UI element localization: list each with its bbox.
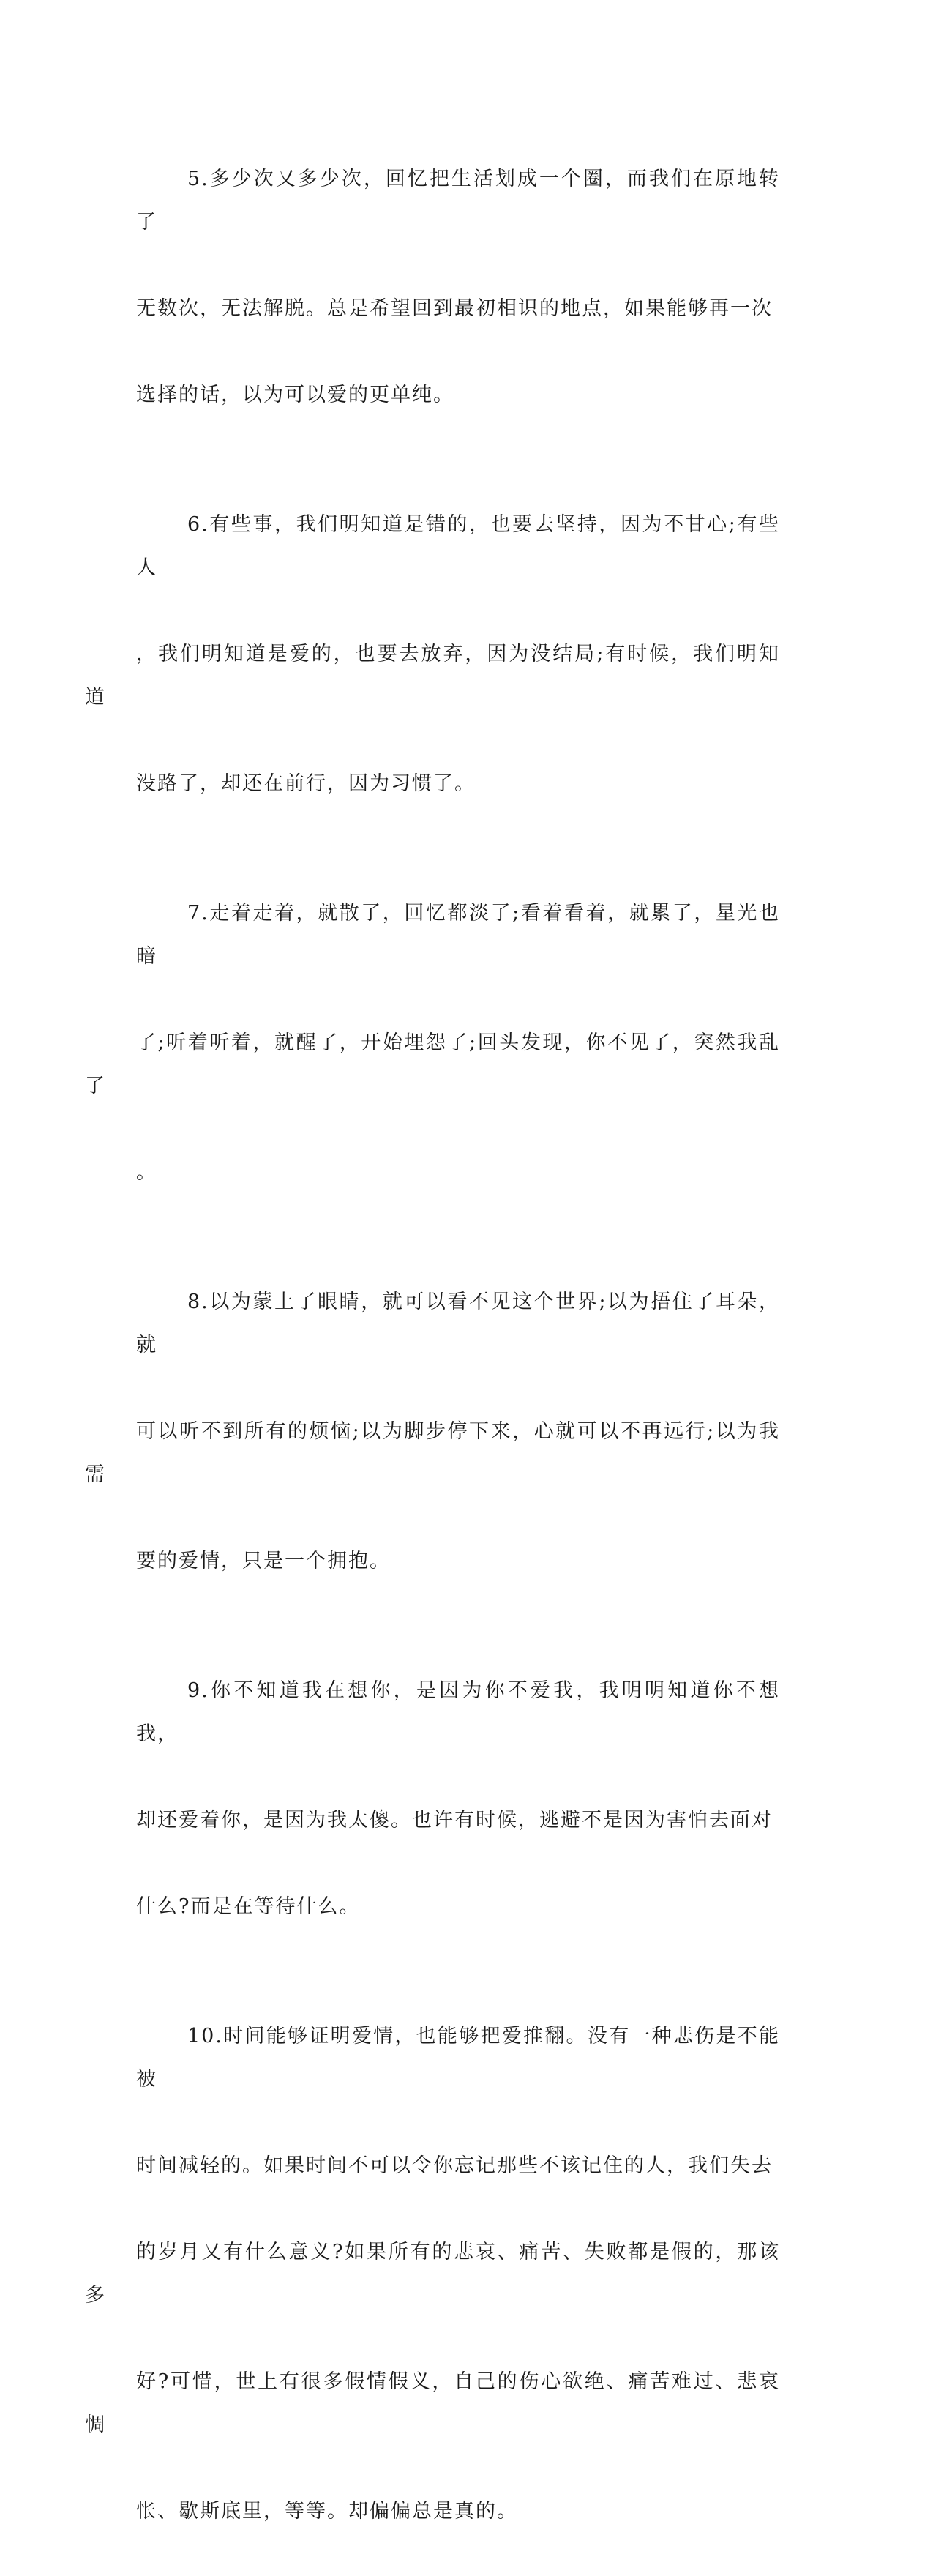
paragraph-line: 选择的话，以为可以爱的更单纯。 (136, 384, 454, 406)
paragraph-7 (85, 848, 780, 1237)
paragraph-line: 什么?而是在等待什么。 (136, 1895, 361, 1918)
paragraph-line: 没路了，却还在前行，因为习惯了。 (136, 772, 476, 795)
paragraph-line: 9.你不知道我在想你，是因为你不爱我，我明明知道你不想我， (136, 1679, 780, 1745)
paragraph-line: 。 (136, 1161, 157, 1184)
paragraph-line: 却还爱着你，是因为我太傻。也许有时候，逃避不是因为害怕去面对 (136, 1809, 773, 1832)
paragraph-line: 5.多少次又多少次，回忆把生活划成一个圈，而我们在原地转了 (136, 168, 780, 234)
paragraph-line: 可以听不到所有的烦恼;以为脚步停下来，心就可以不再远行;以为我需 (85, 1420, 780, 1486)
paragraph-line: 怅、歇斯底里，等等。却偏偏总是真的。 (136, 2500, 518, 2523)
paragraph-line: 好?可惜，世上有很多假情假义，自己的伤心欲绝、痛苦难过、悲哀惆 (85, 2370, 780, 2436)
paragraph-9 (136, 1626, 780, 1971)
paragraph-line: 了;听着听着，就醒了，开始埋怨了;回头发现，你不见了，突然我乱了 (85, 1031, 780, 1097)
paragraph-line: 8.以为蒙上了眼睛，就可以看不见这个世界;以为捂住了耳朵，就 (136, 1291, 780, 1356)
paragraph-10 (85, 1971, 780, 2576)
paragraph-6 (85, 460, 780, 848)
paragraph-line: 无数次，无法解脱。总是希望回到最初相识的地点，如果能够再一次 (136, 297, 773, 320)
paragraph-line: 10.时间能够证明爱情，也能够把爱推翻。没有一种悲伤是不能被 (136, 2025, 780, 2091)
paragraph-line: ，我们明知道是爱的，也要去放弃，因为没结局;有时候，我们明知道 (85, 643, 780, 709)
paragraph-8 (85, 1237, 780, 1626)
paragraph-5 (136, 114, 780, 460)
document-body (85, 114, 780, 2576)
paragraph-line: 时间减轻的。如果时间不可以令你忘记那些不该记住的人，我们失去 (136, 2154, 773, 2177)
paragraph-line: 的岁月又有什么意义?如果所有的悲哀、痛苦、失败都是假的，那该多 (85, 2241, 780, 2307)
paragraph-line: 要的爱情，只是一个拥抱。 (136, 1550, 391, 1572)
paragraph-line: 7.走着走着，就散了，回忆都淡了;看着看着，就累了，星光也暗 (136, 902, 780, 968)
paragraph-line: 6.有些事，我们明知道是错的，也要去坚持，因为不甘心;有些人 (136, 513, 780, 579)
